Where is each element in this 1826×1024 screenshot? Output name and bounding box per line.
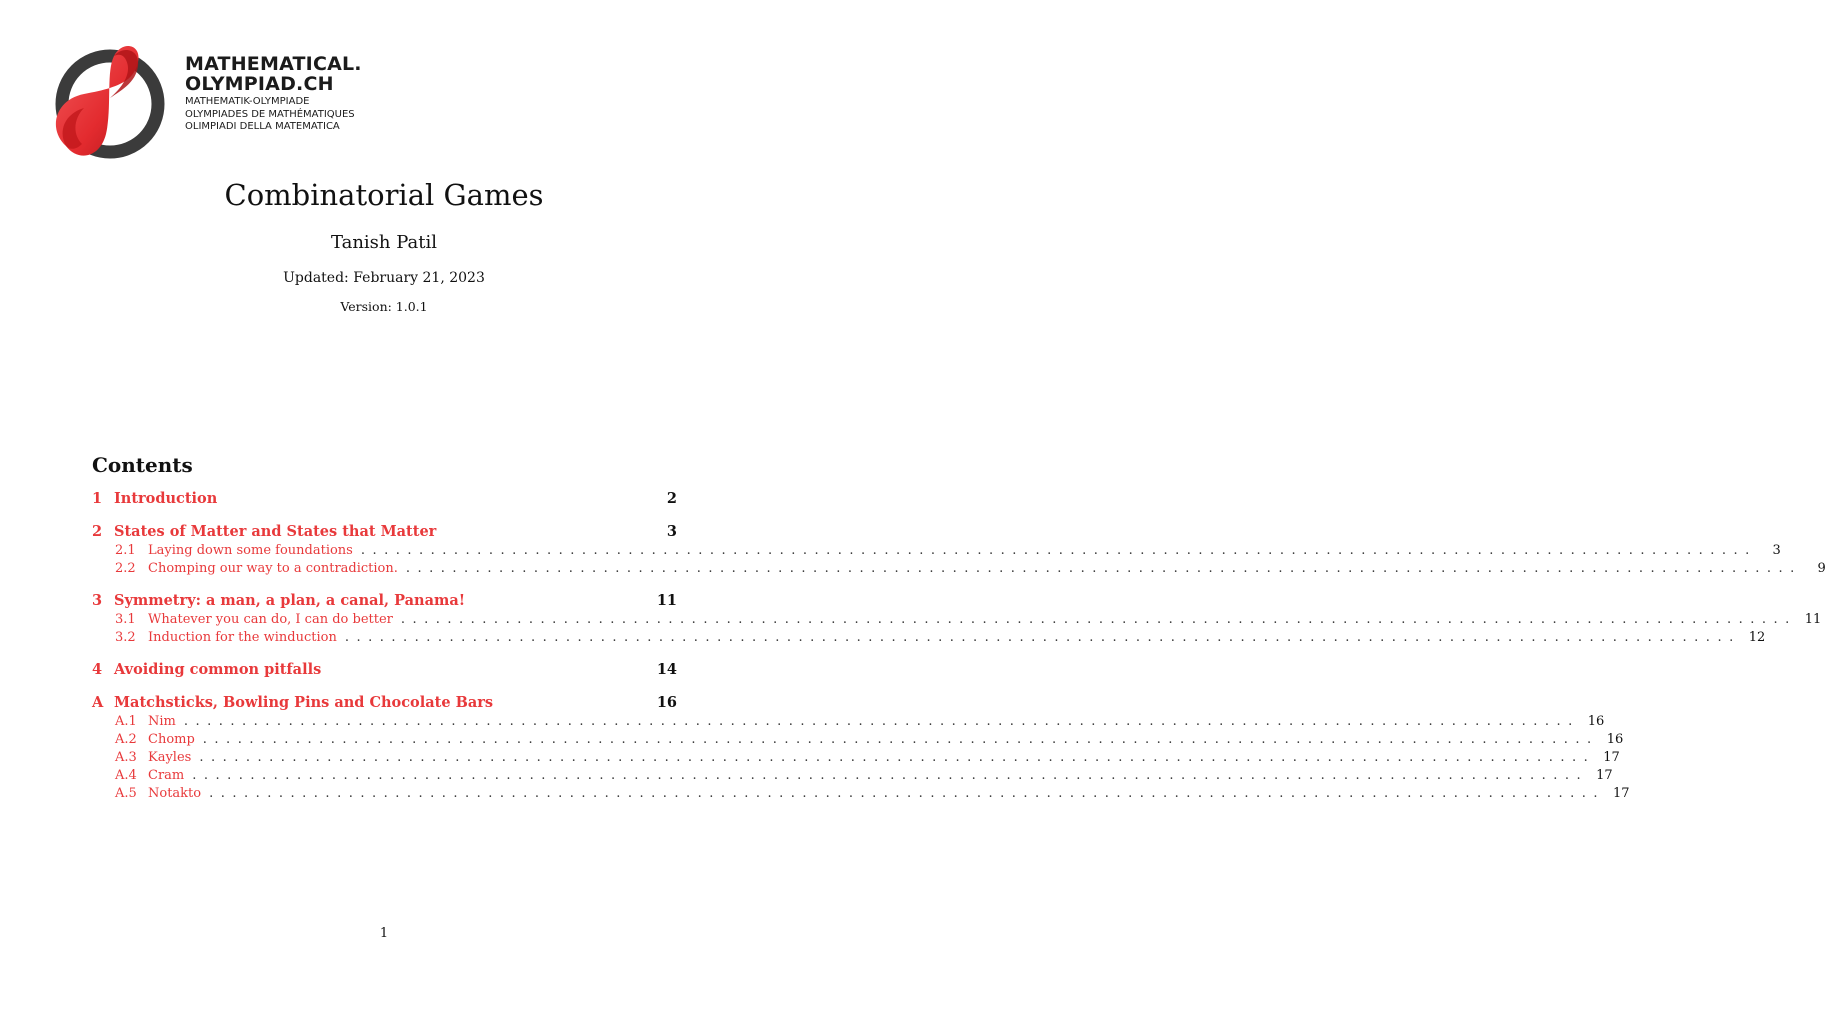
toc-entry-number: 1: [92, 490, 103, 507]
toc-entry-number: 3: [92, 592, 103, 609]
document-author: Tanish Patil: [330, 232, 438, 253]
toc-entry-page: 3: [666, 523, 677, 540]
toc-entry-label: Avoiding common pitfalls: [114, 661, 322, 678]
toc-entry-link[interactable]: [92, 694, 677, 714]
contents-heading: Contents: [92, 453, 193, 477]
toc-entry-label: Introduction: [114, 490, 218, 507]
brand-line-2: OLYMPIAD.CH: [185, 73, 334, 95]
toc-subentry-page: 17: [1613, 786, 1630, 801]
toc-subentry-number: 3.2: [115, 630, 136, 645]
toc-entry-label: Symmetry: a man, a plan, a canal, Panama!: [114, 592, 466, 609]
brand-subtitle-fr: OLYMPIADES DE MATHÉMATIQUES: [185, 108, 355, 120]
toc-subentry-number: A.2: [115, 732, 137, 747]
toc-entry-label: Matchsticks, Bowling Pins and Chocolate Bars: [114, 694, 494, 711]
brand-block: [185, 54, 362, 134]
table-of-contents: [92, 490, 1826, 817]
toc-subentry-link[interactable]: [92, 786, 1630, 804]
toc-entry-link[interactable]: [92, 592, 677, 612]
toc-section: [92, 694, 1630, 804]
brand-subtitle-it: OLIMPIADI DELLA MATEMATICA: [185, 121, 340, 132]
page-number: 1: [379, 926, 389, 941]
toc-entry-number: 2: [92, 523, 103, 540]
toc-leader-dots: ........................................................................................................................: [405, 561, 1802, 576]
toc-subentry-page: 3: [1772, 543, 1781, 558]
toc-subentry-page: 12: [1748, 630, 1766, 645]
brand-line-1: MATHEMATICAL.: [185, 53, 362, 75]
toc-subentry-label: Notakto: [148, 786, 202, 801]
toc-subentry-label: Chomp: [148, 732, 195, 747]
toc-subentry-number: A.3: [115, 750, 137, 765]
toc-entry-link[interactable]: [92, 490, 677, 510]
toc-subentry-label: Cram: [148, 768, 185, 783]
toc-subentry-page: 17: [1603, 750, 1620, 765]
toc-leader-dots: ........................................................................................................................: [183, 714, 1580, 729]
toc-entry-number: A: [92, 694, 104, 711]
toc-subentry-link[interactable]: [92, 561, 1826, 579]
toc-entry-label: States of Matter and States that Matter: [114, 523, 437, 540]
toc-leader-dots: ........................................................................................................................: [360, 543, 1757, 558]
toc-subentry-page: 16: [1606, 732, 1624, 747]
toc-leader-dots: ........................................................................................................................: [344, 630, 1741, 645]
toc-section: [92, 661, 677, 681]
toc-subentry-number: A.5: [115, 786, 137, 801]
toc-subentry-number: 2.2: [115, 561, 136, 576]
toc-subentry-label: Chomping our way to a contradiction.: [148, 561, 398, 576]
toc-subentry-label: Nim: [148, 714, 176, 729]
toc-subentry-label: Whatever you can do, I can do better: [148, 612, 393, 627]
toc-entry-page: 14: [656, 661, 677, 678]
document-title: Combinatorial Games: [224, 178, 544, 212]
toc-subentry-page: 9: [1817, 561, 1826, 576]
brand-subtitles: [185, 96, 362, 134]
toc-subentry-page: 17: [1596, 768, 1613, 783]
toc-subentry-link[interactable]: [92, 714, 1605, 732]
document-updated-date: Updated: February 21, 2023: [283, 270, 485, 286]
toc-leader-dots: ........................................................................................................................: [199, 750, 1596, 765]
toc-section: [92, 490, 677, 510]
toc-entry-page: 2: [666, 490, 677, 507]
toc-subentry-label: Induction for the winduction: [148, 630, 337, 645]
toc-section: [92, 592, 1822, 648]
toc-subentry-link[interactable]: [92, 750, 1620, 768]
toc-subentry-label: Kayles: [148, 750, 192, 765]
toc-subentry-number: A.4: [115, 768, 137, 783]
toc-subentry-link[interactable]: [92, 768, 1613, 786]
toc-entry-page: 11: [656, 592, 677, 609]
toc-subentry-link[interactable]: [92, 732, 1624, 750]
toc-leader-dots: ........................................................................................................................: [209, 786, 1605, 801]
toc-section: [92, 523, 1826, 579]
toc-leader-dots: ........................................................................................................................: [192, 768, 1589, 783]
toc-subentry-link[interactable]: [92, 543, 1781, 561]
document-version: Version: 1.0.1: [340, 299, 428, 314]
toc-subentry-link[interactable]: [92, 630, 1766, 648]
toc-subentry-page: 16: [1587, 714, 1605, 729]
infinity-loop-logo-icon: [44, 42, 172, 166]
brand-subtitle-de: MATHEMATIK-OLYMPIADE: [185, 96, 310, 107]
toc-subentry-label: Laying down some foundations: [148, 543, 353, 558]
toc-subentry-link[interactable]: [92, 612, 1822, 630]
toc-subentry-number: A.1: [115, 714, 137, 729]
toc-entry-link[interactable]: [92, 523, 677, 543]
toc-leader-dots: ........................................................................................................................: [202, 732, 1599, 747]
toc-leader-dots: ........................................................................................................................: [400, 612, 1797, 627]
toc-subentry-number: 3.1: [115, 612, 136, 627]
toc-entry-link[interactable]: [92, 661, 677, 681]
toc-subentry-page: 11: [1804, 612, 1822, 627]
toc-entry-page: 16: [656, 694, 677, 711]
toc-entry-number: 4: [92, 661, 103, 678]
toc-subentry-number: 2.1: [115, 543, 136, 558]
